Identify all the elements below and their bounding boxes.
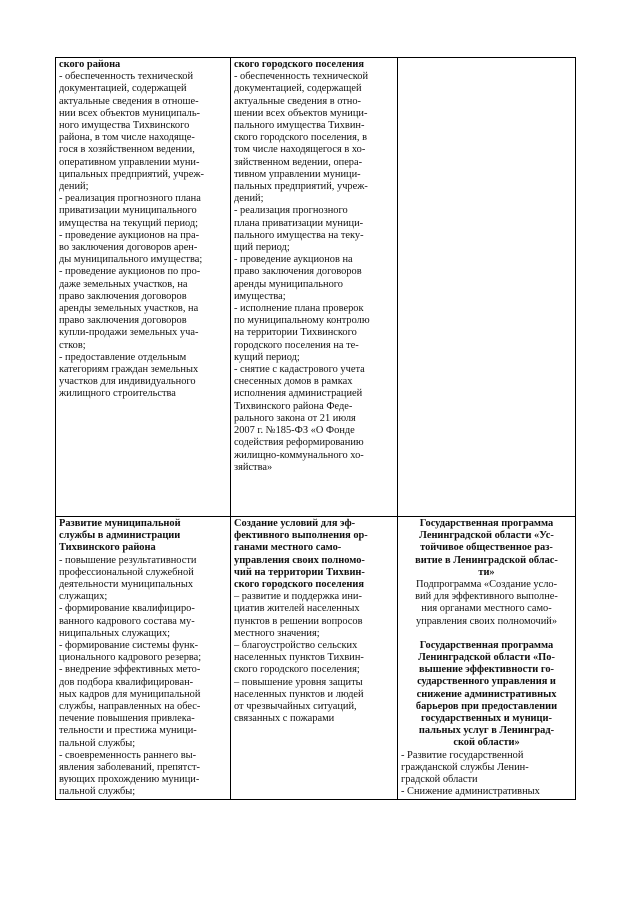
program-heading: Государственная программа Ленинградской области «Ус- тойчивое общественное раз- витие в Ленинградской облас- ти» [415, 518, 558, 578]
cell-body: - повышение результативности профессиональной служебной деятельности муниципальных служащих; - формирование квалифициро- ванного кадрового состава му- ниципальных служащих; - формирование системы функ- ционального кадрового резерва; - внедрение эффективных мето- дов подбора квалифицирован- ных кадров для муниципальной службы, направленных на обес- печение повышения привлека- тельности и престижа муници- пальной службы; - своевременность раннего вы- явления заболеваний, препятст- вующих прохождению муници- пальной службы; [59, 554, 202, 798]
spacer [401, 628, 572, 640]
program-heading: Государственная программа Ленинградской области «По- вышение эффективности го- сударственного управления и снижение административных барьеров при предоставлении государственных и муници- пальных услуг в Ленинград- ской области» [415, 639, 558, 749]
table-cell-r1-c1 [56, 58, 231, 517]
subprogram-text: - Развитие государственной гражданской службы Ленин- градской области - Снижение административных [401, 749, 540, 798]
table-cell-r1-c3 [398, 58, 576, 517]
document-table [55, 57, 576, 800]
cell-heading: ского района [59, 59, 121, 70]
table-cell-r2-c3 [398, 517, 576, 800]
cell-heading: Развитие муниципальной службы в администрации Тихвинского района [59, 518, 181, 554]
cell-heading: Создание условий для эф- фективного выполнения ор- ганами местного само- управления своих полномо- чий на территории Тихвин- ского городского поселения [234, 518, 368, 591]
table-cell-r2-c1 [56, 517, 231, 800]
subprogram-text: Подпрограмма «Создание усло- вий для эффективного выполне- ния органами местного само- управления своих полномочий» [415, 579, 558, 627]
cell-body: - обеспеченность технической документацией, содержащей актуальные сведения в отноше- нии всех объектов муниципаль- ного имущества Тихвинского района, в том числе находяще- гося в хозяйственном ведении, оперативном управлении муни- ципальных предприятий, учреж- дений; - реализация прогнозного плана приватизации муниципального имущества на текущий период; - проведение аукционов на пра- во заключения договоров арен- ды муниципального имущества; - проведение аукционов по про- даже земельных участков, на право заключения договоров аренды земельных участков, на право заключения договоров купли-продажи земельных уча- стков; - предоставление отдельным категориям граждан земельных участков для индивидуального жилищного строительства [59, 71, 204, 400]
table-cell-r1-c2 [231, 58, 398, 517]
cell-body: – развитие и поддержка ини- циатив жителей населенных пунктов в решении вопросов местного значения; – благоустройство сельских населенных пунктов Тихвин- ского городского поселения; – повышение уровня защиты населенных пунктов и людей от чрезвычайных ситуаций, связанных с пожарами [234, 591, 364, 725]
cell-body: - обеспеченность технической документацией, содержащей актуальные сведения в отно- шении всех объектов муници- пального имущества Тихвин- ского городского поселения, в том числе находящегося в хо- зяйственном ведении, опера- тивном управлении муници- пальных предприятий, учреж- дений; - реализация прогнозного плана приватизации муници- пального имущества на теку- щий период; - проведение аукционов на право заключения договоров аренды муниципального имущества; - исполнение плана проверок по муниципальному контролю на территории Тихвинского городского поселения на те- кущий период; - снятие с кадастрового учета снесенных домов в рамках исполнения администрацией Тихвинского района Феде- рального закона от 21 июля 2007 г. №185-ФЗ «О Фонде содействия реформированию жилищно-коммунального хо- зяйства» [234, 71, 370, 473]
cell-heading: ского городского поселения [234, 59, 364, 70]
table-row [56, 517, 576, 800]
table-row [56, 58, 576, 517]
table-cell-r2-c2 [231, 517, 398, 800]
